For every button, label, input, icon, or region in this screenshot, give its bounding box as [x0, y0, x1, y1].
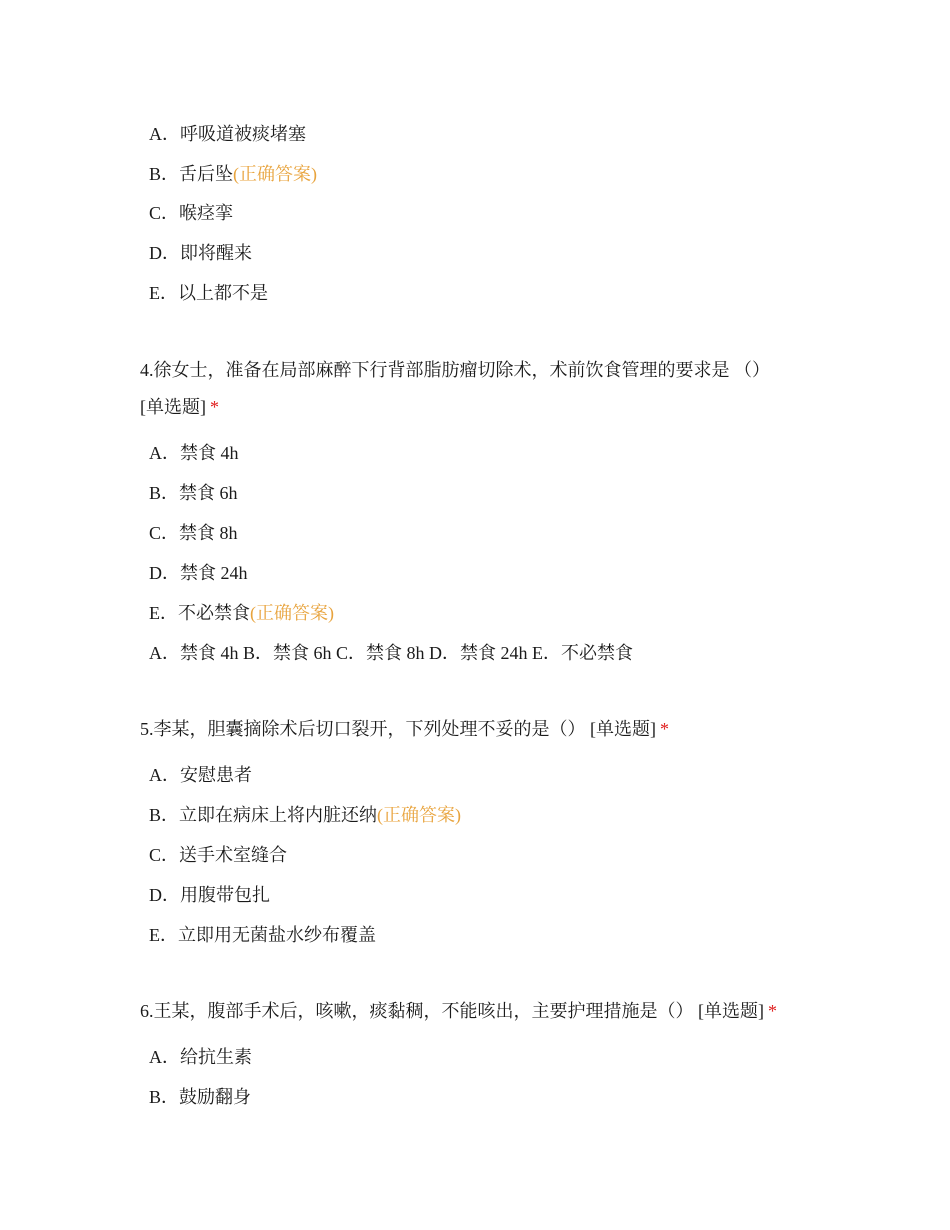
q5-option-e — [149, 923, 376, 947]
option-letter: D． — [149, 243, 180, 263]
question-text: 5.李某，胆囊摘除术后切口裂开，下列处理不妥的是（） [单选题] — [140, 719, 656, 739]
q4-title-type — [140, 395, 219, 419]
summary-text: A．禁食 4h B．禁食 6h C．禁食 8h D．禁食 24h E．不必禁食 — [149, 643, 634, 663]
option-letter: A． — [149, 765, 180, 785]
option-letter: B． — [149, 805, 180, 825]
q5-option-a — [149, 763, 252, 787]
q6-title — [140, 999, 777, 1023]
q5-option-b — [149, 803, 461, 827]
option-letter: C． — [149, 845, 180, 865]
option-text: 送手术室缝合 — [179, 845, 288, 865]
option-letter: B． — [149, 164, 180, 184]
option-letter: C． — [149, 203, 180, 223]
option-letter: C． — [149, 523, 180, 543]
q3-option-c — [149, 201, 233, 225]
option-letter: D． — [149, 885, 180, 905]
q3-option-e — [149, 281, 268, 305]
option-text: 禁食 24h — [180, 563, 248, 583]
q3-option-b — [149, 162, 317, 186]
q4-options-summary — [149, 641, 633, 665]
option-letter: A． — [149, 1047, 180, 1067]
q4-option-d — [149, 561, 248, 585]
option-letter: D． — [149, 563, 180, 583]
question-type: [单选题] — [140, 397, 206, 417]
option-letter: B． — [149, 1087, 180, 1107]
q6-option-a — [149, 1045, 252, 1069]
required-mark: * — [210, 397, 219, 417]
option-text: 即将醒来 — [180, 243, 252, 263]
option-text: 呼吸道被痰堵塞 — [180, 124, 306, 144]
option-text: 以上都不是 — [178, 283, 268, 303]
option-letter: B． — [149, 483, 180, 503]
option-text: 舌后坠 — [179, 164, 234, 184]
required-mark: * — [660, 719, 669, 739]
correct-answer-mark: (正确答案) — [233, 164, 318, 184]
q4-option-e — [149, 601, 334, 625]
option-text: 不必禁食 — [178, 603, 250, 623]
q5-option-d — [149, 883, 270, 907]
option-letter: E． — [149, 925, 178, 945]
correct-answer-mark: (正确答案) — [250, 603, 334, 623]
q6-option-b — [149, 1085, 251, 1109]
q4-option-a — [149, 441, 239, 465]
option-text: 禁食 4h — [180, 443, 239, 463]
option-letter: E． — [149, 603, 178, 623]
q4-option-b — [149, 481, 238, 505]
option-text: 安慰患者 — [180, 765, 252, 785]
option-text: 禁食 8h — [179, 523, 238, 543]
required-mark: * — [768, 1001, 777, 1021]
option-text: 鼓励翻身 — [179, 1087, 252, 1107]
q3-option-a — [149, 122, 306, 146]
option-text: 立即用无菌盐水纱布覆盖 — [178, 925, 376, 945]
correct-answer-mark: (正确答案) — [377, 805, 462, 825]
question-text: 6.王某，腹部手术后，咳嗽，痰黏稠，不能咳出，主要护理措施是（） [单选题] — [140, 1001, 764, 1021]
option-text: 立即在病床上将内脏还纳 — [179, 805, 378, 825]
option-text: 喉痉挛 — [179, 203, 234, 223]
option-text: 用腹带包扎 — [180, 885, 270, 905]
option-letter: A． — [149, 124, 180, 144]
q4-title — [140, 358, 770, 382]
q3-option-d — [149, 241, 252, 265]
option-letter: A． — [149, 443, 180, 463]
option-letter: E． — [149, 283, 178, 303]
q5-title — [140, 717, 669, 741]
option-text: 禁食 6h — [179, 483, 238, 503]
question-text: 4.徐女士，准备在局部麻醉下行背部脂肪瘤切除术，术前饮食管理的要求是 （） — [140, 360, 770, 380]
q4-option-c — [149, 521, 238, 545]
q5-option-c — [149, 843, 287, 867]
option-text: 给抗生素 — [180, 1047, 252, 1067]
